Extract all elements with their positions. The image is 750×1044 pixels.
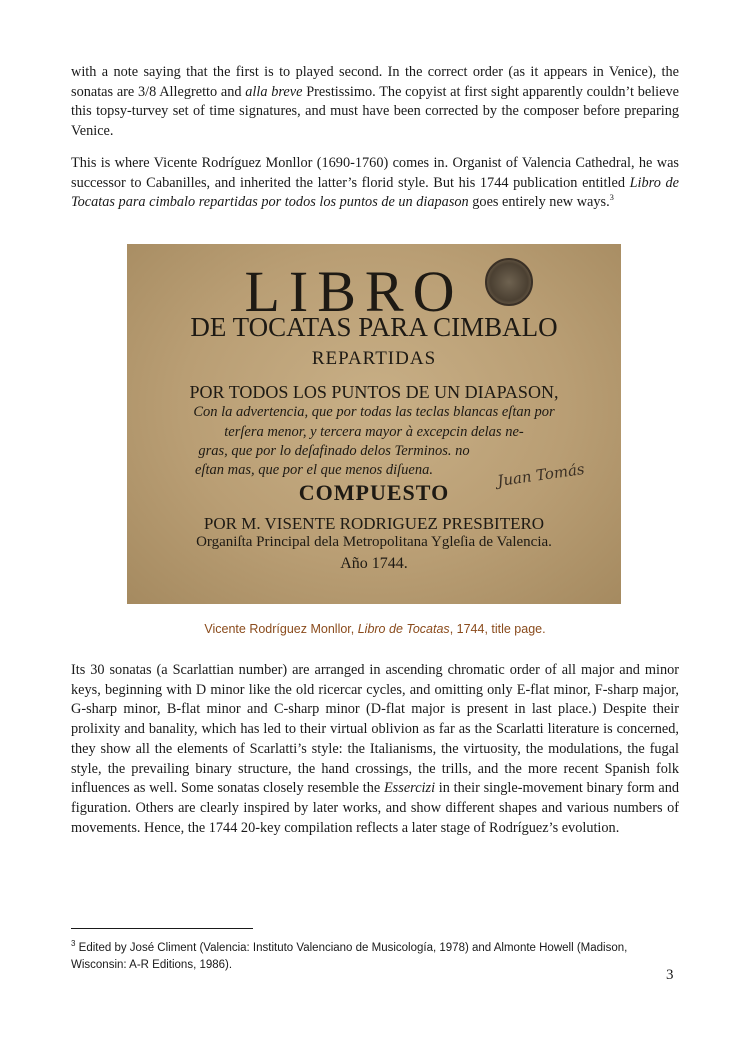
paragraph-2 xyxy=(71,154,679,213)
image-text-line-4: eſtan mas, que por el que menos diſuena. xyxy=(194,462,433,478)
footnote-reference: 3 xyxy=(609,192,614,203)
paragraph-3-italic: Essercizi xyxy=(383,780,436,797)
handwritten-signature: Juan Tomás xyxy=(496,459,586,491)
page-number: 3 xyxy=(666,967,674,983)
image-text-line-1: Con la advertencia, que por todas las teclas blancas eſtan por xyxy=(193,404,555,420)
paragraph-1-italic: alla breve xyxy=(245,83,303,100)
footnote-text: Edited by José Climent (Valencia: Instituto Valenciano de Musicología, 1978) and Almonte Howell (Madison, Wisconsin: A-R Editions, 1986). xyxy=(71,941,628,971)
image-text-ano: Año 1744. xyxy=(340,555,408,572)
paragraph-1-text-a: with a note saying that the first is to played second. In the correct order (as it appears in Venice), the sonatas are 3/8 Allegretto and xyxy=(71,64,679,100)
caption-text-a: Vicente Rodríguez Monllor, xyxy=(204,622,358,636)
figure-caption xyxy=(0,622,750,636)
image-text-organista: Organiſta Principal dela Metropolitana Ygleſia de Valencia. xyxy=(196,534,552,550)
paragraph-3-text-a: Its 30 sonatas (a Scarlattian number) are arranged in ascending chromatic order of all major and minor keys, beginning with D minor like the old ricercar cycles, and omitting only E-flat minor, F-sharp major, G-sharp minor, B-flat minor and C-sharp minor (D-flat major is present in last place.) Despite their prolixity and banality, which has led to their virtual oblivion as far as the Scarlatti literature is concerned, they show all the elements of Scarlatti’s style: the Italianisms, the virtuosity, the modulations, the fugal style, the prevailing binary structure, the hand crossings, the trills, and the more recent Spanish folk influences as well. Some sonatas closely resemble the xyxy=(71,662,679,797)
image-text-libro: LIBRO xyxy=(244,259,464,324)
image-text-line-3: gras, que por lo deſafinado delos Terminos. no xyxy=(198,443,470,459)
paragraph-1 xyxy=(71,63,679,142)
paragraph-2-text-a: This is where Vicente Rodríguez Monllor (1690-1760) comes in. Organist of Valencia Cathedral, he was successor to Cabanilles, and inherited the latter’s florid style. But his 1744 publication entitled xyxy=(71,155,679,191)
image-text-tocatas: DE TOCATAS PARA CIMBALO xyxy=(190,312,558,342)
image-text-line-2: terſera menor, y tercera mayor à excepcin delas ne- xyxy=(224,424,524,440)
paragraph-2-italic-title: Libro de Tocatas para cimbalo repartidas por todos los puntos de un diapason xyxy=(71,174,679,211)
caption-text-b: , 1744, title page. xyxy=(449,622,546,636)
paragraph-1-text-b: Prestissimo. The copyist at first sight apparently couldn’t believe this topsy-turvey set of time signatures, and must have been corrected by the composer before preparing Venice. xyxy=(71,83,679,140)
paragraph-3 xyxy=(71,661,679,838)
paragraph-3-text-b: in their single-movement binary form and figuration. Others are clearly inspired by later works, and show different shapes and various numbers of movements. Hence, the 1744 20-key compilation reflects a later stage of Rodríguez’s evolution. xyxy=(71,780,679,836)
footnote-number: 3 xyxy=(71,939,76,948)
title-page-image xyxy=(127,244,621,604)
image-text-repartidas: REPARTIDAS xyxy=(311,348,437,369)
image-text-compuesto: COMPUESTO xyxy=(298,480,450,505)
image-text-presbitero: POR M. VISENTE RODRIGUEZ PRESBITERO xyxy=(203,514,545,533)
paragraph-2-text-b: goes entirely new ways. xyxy=(468,194,610,211)
footnote xyxy=(71,935,679,974)
footnote-divider xyxy=(71,928,253,929)
caption-italic: Libro de Tocatas xyxy=(357,622,450,636)
image-text-puntos: POR TODOS LOS PUNTOS DE UN DIAPASON, xyxy=(189,382,559,402)
